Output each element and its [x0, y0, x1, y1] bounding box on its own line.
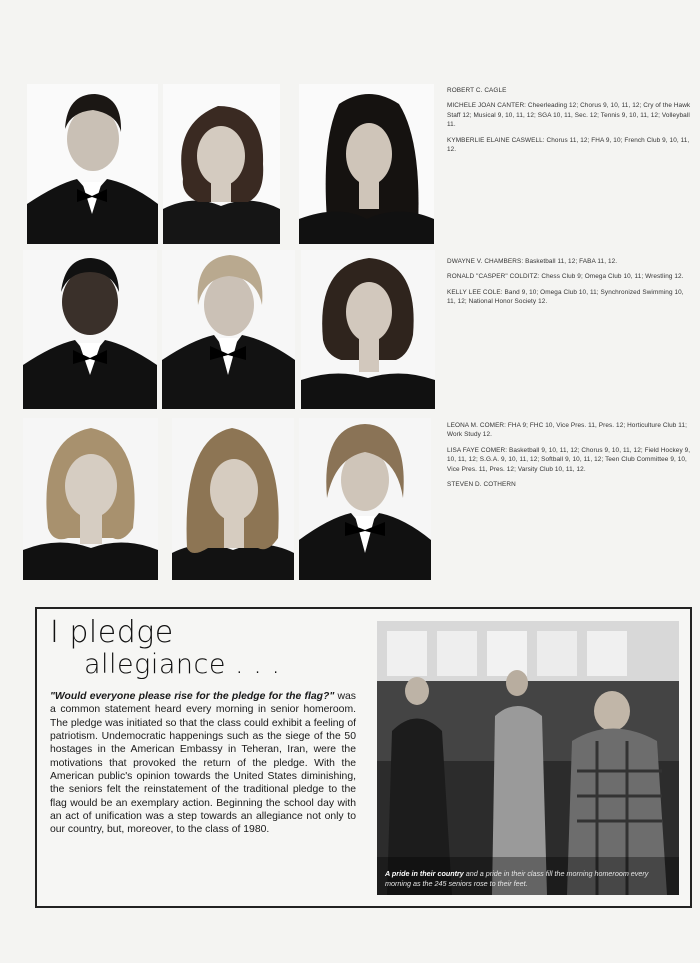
- portrait-cagle: [27, 84, 158, 244]
- portrait-comer-lisa: [172, 418, 294, 580]
- names-group-1: [447, 86, 692, 160]
- senior-entry: KYMBERLIE ELAINE CASWELL: Chorus 11, 12; FHA 9, 10; French Club 9, 10, 11, 12.: [447, 136, 690, 154]
- feature-heading-line1: I pledge: [50, 615, 174, 650]
- feature-panel: [35, 607, 692, 908]
- portrait-comer-leona: [23, 418, 158, 580]
- portrait-caswell: [299, 84, 434, 244]
- photo-caption: [385, 869, 675, 888]
- feature-heading-line2: allegiance . . .: [84, 649, 281, 680]
- feature-body-text: was a common statement heard every morning in senior homeroom. The pledge was initiated so that the class could exhibit a feeling of patriotism. Undemocratic happenings such as the siege of the 50 hostages in the American Embassy in Teheran, Iran, were the motivations that provoked the return of the pledge. With the American public's opinion towards the United States diminishing, the seniors felt the reinstatement of the traditional pledge to the flag would be an exemplary action. Beginning the school day with an act of unification was a step towards an allegiance not only to our country, but, moreover, to the class of 1980.: [50, 691, 356, 836]
- senior-entry: DWAYNE V. CHAMBERS: Basketball 11, 12; FABA 11, 12.: [447, 258, 618, 265]
- names-group-3: [447, 421, 692, 495]
- senior-entry: STEVEN D. COTHERN: [447, 481, 516, 489]
- portrait-canter: [163, 84, 280, 244]
- feature-body: [50, 690, 356, 837]
- portrait-cole: [301, 250, 435, 409]
- portrait-cothern: [299, 418, 431, 580]
- portrait-colditz: [162, 250, 295, 409]
- senior-entry: MICHELE JOAN CANTER: Cheerleading 12; Chorus 9, 10, 11, 12; Cry of the Hawk Staff 12; Musical 9, 10, 11, 12; SGA 10, 11, Sec. 12; Tennis 9, 10, 11, 12; Volleyball 11.: [447, 102, 691, 129]
- portrait-chambers: [23, 250, 157, 409]
- caption-body: and a pride in their class fill the morning homeroom every morning as the 245 seniors rose to their feet.: [385, 869, 649, 888]
- caption-lead: A pride in their country: [385, 869, 464, 878]
- senior-entry: LEONA M. COMER: FHA 9; FHC 10, Vice Pres. 11, Pres. 12; Horticulture Club 11; Work Study 12.: [447, 422, 687, 439]
- names-group-2: [447, 257, 692, 313]
- senior-entry: LISA FAYE COMER: Basketball 9, 10, 11, 12; Chorus 9, 10, 11, 12; Field Hockey 9, 10, 11, 12; S.G.A. 9, 10, 11, 12; Softball 9, 10, 11, 12; Teen Club Committee 9, 10, Vice Pres. 11, Pres. 12; Varsity Club 10, 11, 12.: [447, 446, 691, 473]
- senior-entry: ROBERT C. CAGLE: [447, 87, 507, 94]
- senior-entry: KELLY LEE COLE: Band 9, 10; Omega Club 10, 11; Synchronized Swimming 10, 11, 12; National Honor Society 12.: [447, 288, 684, 306]
- homeroom-photo: [377, 621, 679, 895]
- senior-entry: RONALD "CASPER" COLDITZ: Chess Club 9; Omega Club 10, 11; Wrestling 12.: [447, 273, 684, 281]
- feature-lead-quote: "Would everyone please rise for the pledge for the flag?": [50, 691, 335, 702]
